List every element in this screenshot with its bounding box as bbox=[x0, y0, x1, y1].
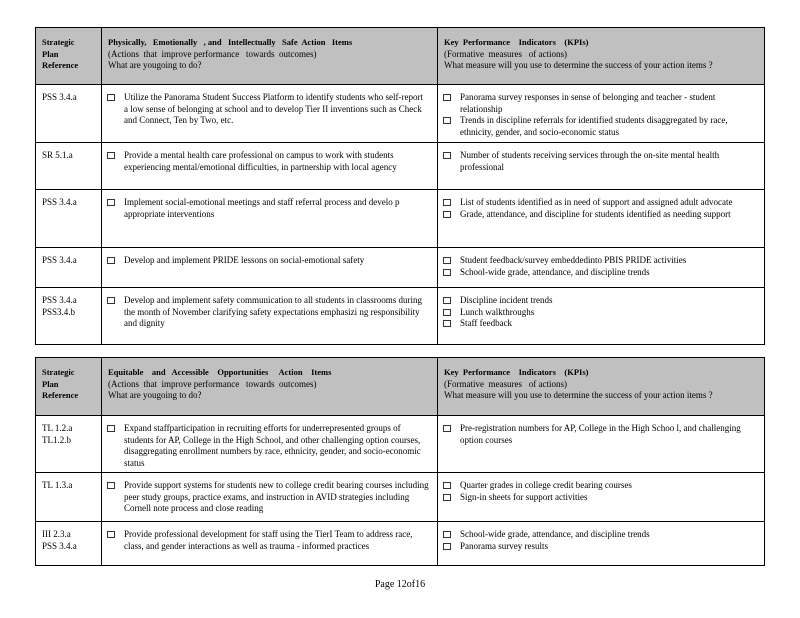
kpi-item bbox=[438, 255, 764, 267]
action-item bbox=[102, 423, 437, 469]
reference-code: TL 1.3.a bbox=[42, 480, 73, 490]
kpi-question: What measure will you use to determine the success of your action items ? bbox=[444, 390, 713, 400]
action-text: Develop and implement safety communication to all students in classrooms during the month of November clarifying safety expectations emphasizi ng responsibility and dignity bbox=[124, 295, 422, 328]
reference-code: SR 5.1.a bbox=[42, 150, 73, 160]
action-subheading: (Actions that improve performance towards outcomes) bbox=[108, 378, 317, 389]
header-kpi-cell bbox=[438, 28, 765, 85]
kpi-item bbox=[438, 318, 764, 330]
table-row bbox=[36, 288, 765, 345]
action-item bbox=[102, 480, 437, 515]
action-item bbox=[102, 150, 437, 173]
reference-list bbox=[36, 190, 101, 209]
kpi-text: School-wide grade, attendance, and discipline trends bbox=[460, 266, 650, 277]
kpi-item bbox=[438, 295, 764, 307]
bullet-box-icon bbox=[107, 152, 115, 159]
reference-code: TL1.2.b bbox=[42, 434, 71, 445]
bullet-box-icon bbox=[443, 152, 451, 159]
bullet-box-icon bbox=[107, 531, 115, 538]
kpi-heading: Key Performance Indicators (KPIs) bbox=[444, 367, 589, 377]
table-row bbox=[36, 190, 765, 248]
action-cell bbox=[102, 288, 438, 345]
reference-cell bbox=[36, 143, 102, 190]
action-subheading: (Actions that improve performance towards outcomes) bbox=[108, 48, 317, 59]
action-list bbox=[102, 190, 437, 220]
kpi-list bbox=[438, 416, 764, 446]
kpi-text: Staff feedback bbox=[460, 318, 513, 328]
kpi-list bbox=[438, 288, 764, 330]
kpi-text: Lunch walkthroughs bbox=[460, 306, 535, 317]
action-text: Utilize the Panorama Student Success Platform to identify students who self-report a low sense of belonging at school and to develop Tier II inventions such as Check and Connect, Ten by Two, etc. bbox=[124, 92, 423, 125]
reference-cell bbox=[36, 288, 102, 345]
kpi-item bbox=[438, 423, 764, 446]
reference-code: PSS 3.4.a bbox=[42, 540, 77, 551]
header-action-cell bbox=[102, 28, 438, 85]
reference-list bbox=[36, 248, 101, 267]
action-text: Provide a mental health care professional on campus to work with students experiencing mental/emotional difficulties, in partnership with local agency bbox=[124, 150, 397, 172]
action-item bbox=[102, 255, 437, 267]
kpi-text: Pre-registration numbers for AP, College in the High Schoo l, and challenging option courses bbox=[460, 423, 741, 445]
reference-list bbox=[36, 522, 101, 552]
section1-rows bbox=[36, 85, 765, 345]
kpi-text: Quarter grades in college credit bearing courses bbox=[460, 480, 632, 490]
kpi-item bbox=[438, 150, 764, 173]
ref-label-line: Strategic bbox=[42, 367, 75, 377]
reference-cell bbox=[36, 522, 102, 566]
reference-code: PSS 3.4.a bbox=[42, 92, 77, 102]
kpi-cell bbox=[438, 190, 765, 248]
kpi-item bbox=[438, 92, 764, 115]
action-cell bbox=[102, 248, 438, 288]
kpi-text: List of students identified as in need of support and assigned adult advocate bbox=[460, 197, 733, 207]
reference-list bbox=[36, 288, 101, 318]
kpi-cell bbox=[438, 143, 765, 190]
section1-header-row bbox=[36, 28, 765, 85]
kpi-text: Number of students receiving services through the on-site mental health professional bbox=[460, 150, 720, 172]
bullet-box-icon bbox=[443, 425, 451, 432]
ref-label-line: Reference bbox=[42, 60, 79, 70]
action-plan-table-2 bbox=[35, 357, 765, 566]
reference-cell bbox=[36, 85, 102, 143]
kpi-list bbox=[438, 522, 764, 552]
bullet-box-icon bbox=[443, 199, 451, 206]
action-question: What are yougoing to do? bbox=[108, 390, 202, 400]
kpi-item bbox=[438, 209, 764, 221]
bullet-box-icon bbox=[443, 117, 451, 124]
kpi-text: School-wide grade, attendance, and discipline trends bbox=[460, 529, 650, 539]
table-row bbox=[36, 248, 765, 288]
kpi-item bbox=[438, 307, 764, 319]
kpi-text: Sign-in sheets for support activities bbox=[460, 491, 588, 502]
kpi-list bbox=[438, 190, 764, 220]
ref-label-line: Reference bbox=[42, 390, 79, 400]
action-item bbox=[102, 197, 437, 220]
table-row bbox=[36, 85, 765, 143]
ref-label-line: Strategic bbox=[42, 37, 75, 47]
table-row bbox=[36, 473, 765, 522]
kpi-item bbox=[438, 480, 764, 492]
kpi-text: Grade, attendance, and discipline for students identified as needing support bbox=[460, 208, 731, 219]
bullet-box-icon bbox=[443, 269, 451, 276]
kpi-cell bbox=[438, 416, 765, 473]
table-row bbox=[36, 143, 765, 190]
kpi-text: Panorama survey responses in sense of belonging and teacher - student relationship bbox=[460, 92, 716, 114]
kpi-list bbox=[438, 85, 764, 138]
reference-list bbox=[36, 473, 101, 492]
reference-list bbox=[36, 85, 101, 104]
reference-cell bbox=[36, 190, 102, 248]
kpi-text: Discipline incident trends bbox=[460, 295, 553, 305]
reference-cell bbox=[36, 248, 102, 288]
bullet-box-icon bbox=[443, 94, 451, 101]
page-number: Page 12of16 bbox=[374, 579, 426, 590]
reference-code: III 2.3.a bbox=[42, 529, 71, 539]
bullet-box-icon bbox=[107, 482, 115, 489]
kpi-question: What measure will you use to determine the success of your action items ? bbox=[444, 60, 713, 70]
kpi-list bbox=[438, 473, 764, 503]
bullet-box-icon bbox=[107, 199, 115, 206]
kpi-heading: Key Performance Indicators (KPIs) bbox=[444, 37, 589, 47]
bullet-box-icon bbox=[107, 94, 115, 101]
action-list bbox=[102, 143, 437, 173]
reference-list bbox=[36, 416, 101, 446]
action-cell bbox=[102, 473, 438, 522]
action-question: What are yougoing to do? bbox=[108, 60, 202, 70]
table-row bbox=[36, 522, 765, 566]
reference-cell bbox=[36, 416, 102, 473]
kpi-item bbox=[438, 115, 764, 138]
header-ref-cell bbox=[36, 358, 102, 416]
action-heading: Physically, Emotionally , and Intellectually Safe Action Items bbox=[108, 37, 353, 47]
kpi-cell bbox=[438, 288, 765, 345]
section2-rows bbox=[36, 416, 765, 566]
action-text: Implement social-emotional meetings and staff referral process and develo p appropriate interventions bbox=[124, 197, 400, 219]
header-ref-cell bbox=[36, 28, 102, 85]
bullet-box-icon bbox=[443, 309, 451, 316]
reference-code: PSS 3.4.a bbox=[42, 295, 77, 305]
bullet-box-icon bbox=[443, 257, 451, 264]
bullet-box-icon bbox=[443, 297, 451, 304]
section2-header-row bbox=[36, 358, 765, 416]
bullet-box-icon bbox=[443, 320, 451, 327]
reference-code: TL 1.2.a bbox=[42, 423, 73, 433]
kpi-list bbox=[438, 248, 764, 278]
header-kpi-cell bbox=[438, 358, 765, 416]
bullet-box-icon bbox=[107, 297, 115, 304]
action-cell bbox=[102, 143, 438, 190]
action-cell bbox=[102, 190, 438, 248]
action-list bbox=[102, 522, 437, 552]
bullet-box-icon bbox=[107, 425, 115, 432]
action-list bbox=[102, 248, 437, 267]
kpi-item bbox=[438, 541, 764, 553]
action-item bbox=[102, 92, 437, 127]
reference-code: PSS 3.4.a bbox=[42, 255, 77, 265]
action-cell bbox=[102, 85, 438, 143]
reference-code: PSS3.4.b bbox=[42, 306, 76, 317]
bullet-box-icon bbox=[443, 543, 451, 550]
action-list bbox=[102, 288, 437, 330]
action-text: Provide professional development for staff using the TierI Team to address race, class, and gender interactions as well as trauma - informed practices bbox=[124, 529, 413, 551]
kpi-item bbox=[438, 267, 764, 279]
kpi-item bbox=[438, 197, 764, 209]
ref-label-line: Plan bbox=[42, 378, 59, 389]
kpi-cell bbox=[438, 248, 765, 288]
action-list bbox=[102, 85, 437, 127]
action-cell bbox=[102, 416, 438, 473]
action-plan-table bbox=[35, 27, 765, 345]
bullet-box-icon bbox=[443, 211, 451, 218]
bullet-box-icon bbox=[443, 494, 451, 501]
reference-cell bbox=[36, 473, 102, 522]
reference-list bbox=[36, 143, 101, 162]
table-row bbox=[36, 416, 765, 473]
kpi-cell bbox=[438, 473, 765, 522]
action-heading: Equitable and Accessible Opportunities Action Items bbox=[108, 367, 332, 377]
bullet-box-icon bbox=[107, 257, 115, 264]
kpi-subheading: (Formative measures of actions) bbox=[444, 378, 567, 389]
bullet-box-icon bbox=[443, 482, 451, 489]
ref-label-line: Plan bbox=[42, 48, 59, 59]
kpi-text: Panorama survey results bbox=[460, 540, 548, 551]
action-text: Expand staffparticipation in recruiting efforts for underrepresented groups of students for AP, College in the High School, and other challenging option courses, disaggregating enrollment numbers by race, ethnicity, gender, and socio-economic status bbox=[124, 423, 421, 468]
action-text: Provide support systems for students new to college credit bearing courses including peer study groups, practice exams, and instruction in AVID strategies including Cornell note process and close reading bbox=[124, 480, 429, 513]
action-text: Develop and implement PRIDE lessons on social-emotional safety bbox=[124, 255, 365, 265]
kpi-list bbox=[438, 143, 764, 173]
action-cell bbox=[102, 522, 438, 566]
bullet-box-icon bbox=[443, 531, 451, 538]
kpi-text: Student feedback/survey embeddedinto PBIS PRIDE activities bbox=[460, 255, 687, 265]
action-list bbox=[102, 473, 437, 515]
kpi-text: Trends in discipline referrals for identified students disaggregated by race, ethnicity, gender, and socio-economic status bbox=[460, 115, 728, 137]
kpi-item bbox=[438, 492, 764, 504]
kpi-subheading: (Formative measures of actions) bbox=[444, 48, 567, 59]
kpi-cell bbox=[438, 522, 765, 566]
header-action-cell bbox=[102, 358, 438, 416]
kpi-item bbox=[438, 529, 764, 541]
action-item bbox=[102, 295, 437, 330]
reference-code: PSS 3.4.a bbox=[42, 197, 77, 207]
kpi-cell bbox=[438, 85, 765, 143]
action-list bbox=[102, 416, 437, 469]
action-item bbox=[102, 529, 437, 552]
